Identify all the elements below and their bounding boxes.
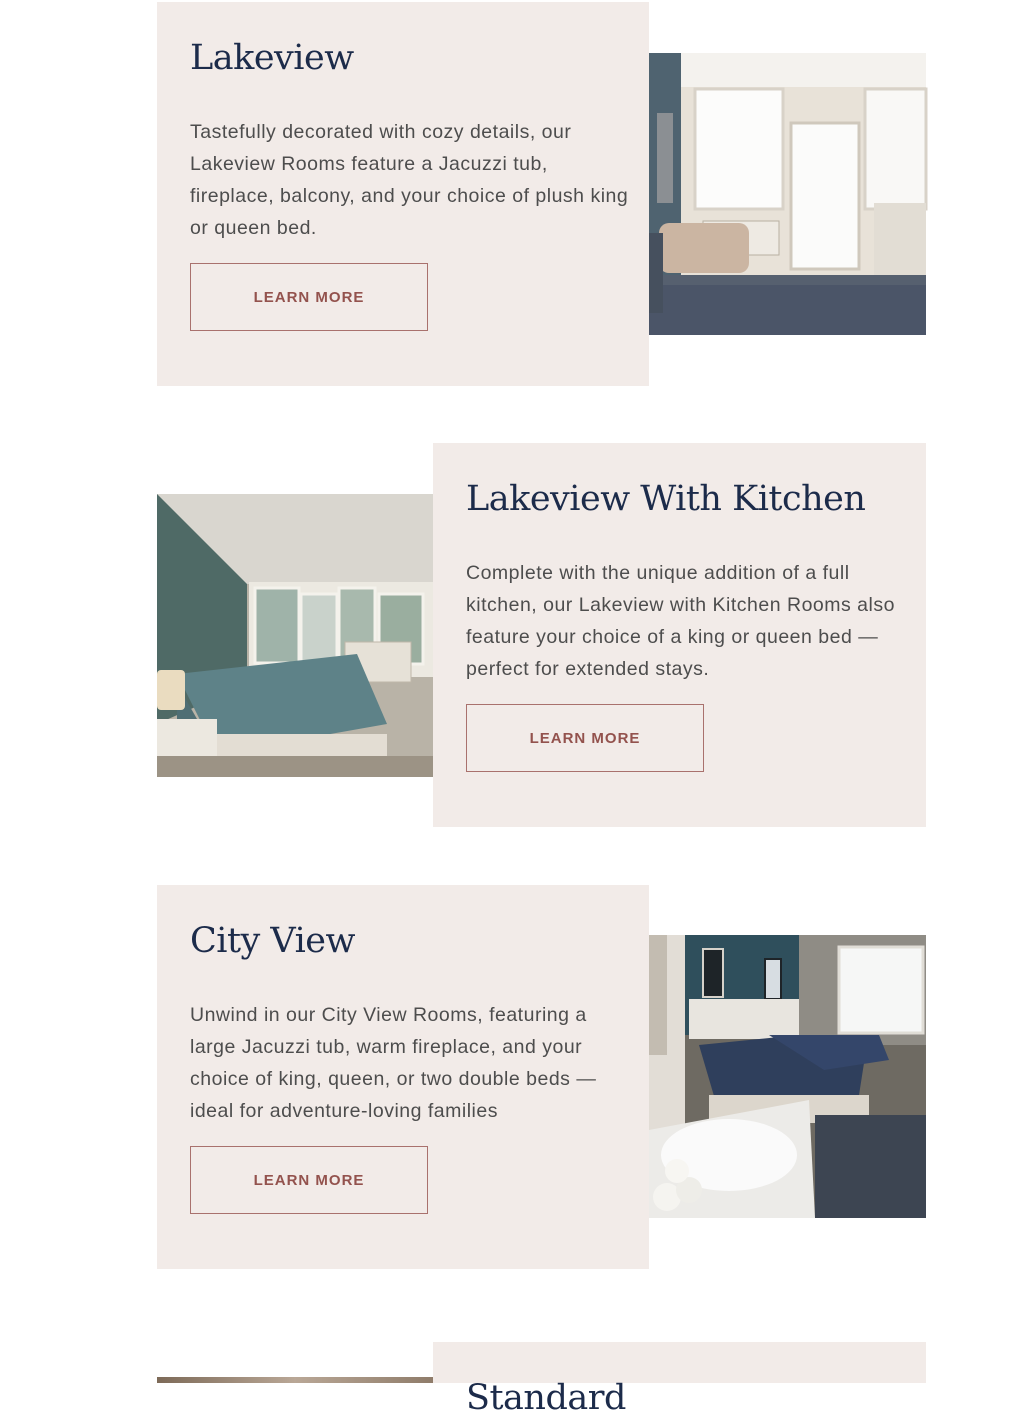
room-photo-lakeview — [649, 53, 926, 335]
room-title: City View — [190, 921, 355, 961]
room-card-standard — [433, 1342, 926, 1418]
room-title: Standard — [466, 1378, 626, 1418]
learn-more-button[interactable]: LEARN MORE — [190, 1146, 428, 1214]
learn-more-button[interactable]: LEARN MORE — [190, 263, 428, 331]
room-title: Lakeview — [190, 38, 354, 78]
learn-more-button[interactable]: LEARN MORE — [466, 704, 704, 772]
room-card-city-view — [157, 885, 649, 1269]
room-photo-city-view — [649, 935, 926, 1218]
room-photo-standard — [157, 1377, 433, 1383]
room-description: Unwind in our City View Rooms, featuring a large Jacuzzi tub, warm fireplace, and your choice of king, queen, or two double beds — ideal for adventure-loving families — [190, 1004, 597, 1122]
room-photo-lakeview-kitchen — [157, 494, 433, 777]
room-description: Complete with the unique addition of a full kitchen, our Lakeview with Kitchen Rooms also feature your choice of a king or queen bed — perfect for extended stays. — [466, 562, 895, 680]
room-description: Tastefully decorated with cozy details, our Lakeview Rooms feature a Jacuzzi tub, fireplace, balcony, and your choice of plush king or queen bed. — [190, 121, 629, 239]
room-card-lakeview-kitchen — [433, 443, 926, 827]
room-title: Lakeview With Kitchen — [466, 479, 866, 519]
room-card-lakeview — [157, 2, 649, 386]
